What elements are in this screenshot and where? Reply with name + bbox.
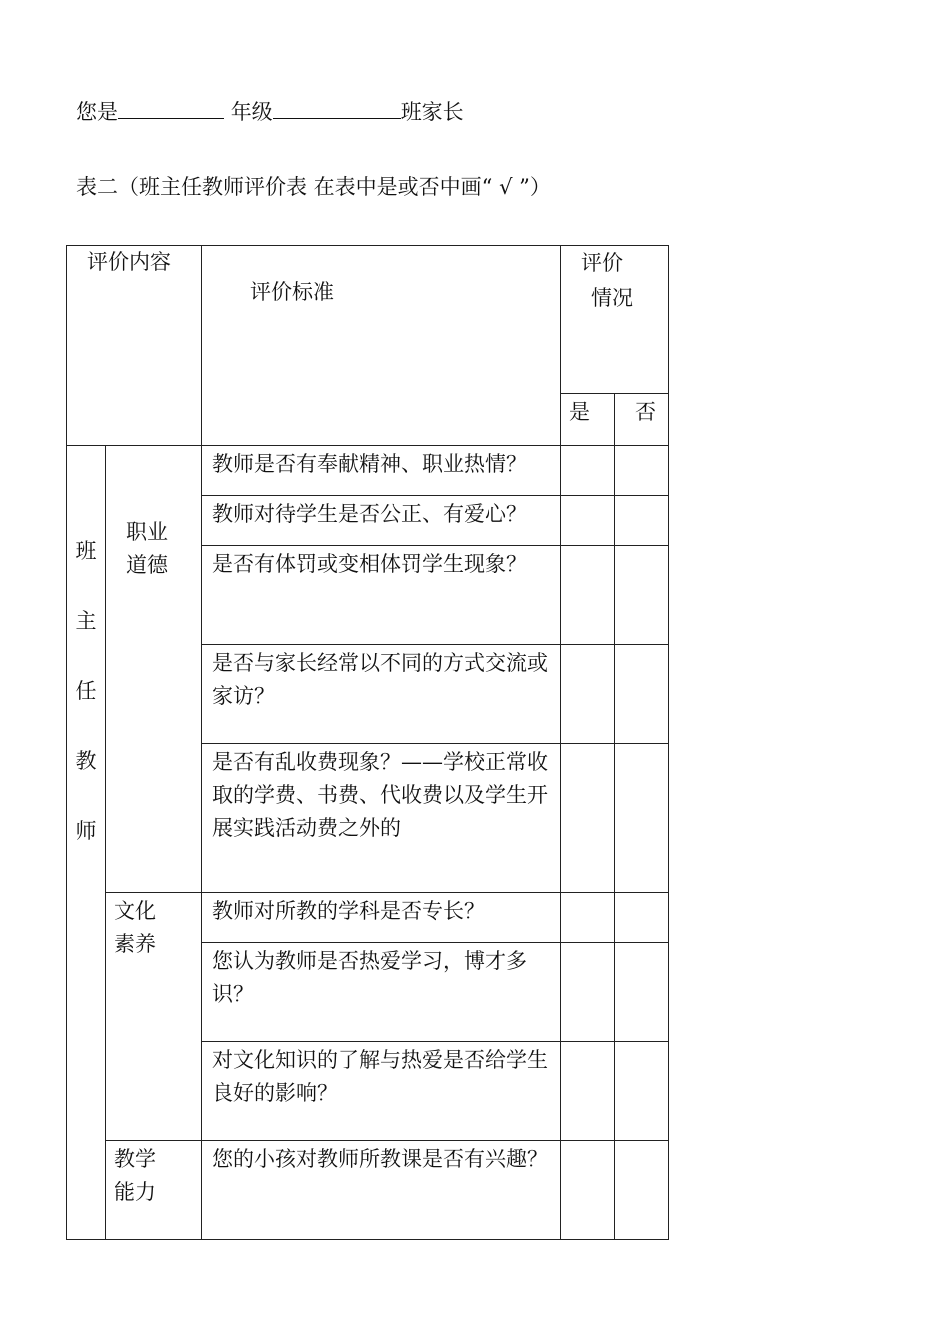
category-label: 文化 <box>114 899 156 923</box>
subject-char: 教 <box>75 749 97 773</box>
category-label: 职业 <box>126 520 168 544</box>
header-content: 评价内容 <box>67 246 202 446</box>
class-blank[interactable] <box>273 96 401 119</box>
yes-checkbox[interactable] <box>561 446 615 496</box>
no-checkbox[interactable] <box>615 943 669 1042</box>
category-ethics <box>106 446 202 893</box>
criterion-text: 您认为教师是否热爱学习，博才多识？ <box>202 943 561 1042</box>
criterion-text: 是否与家长经常以不同的方式交流或家访？ <box>202 645 561 744</box>
header-yes: 是 <box>561 394 615 446</box>
yes-checkbox[interactable] <box>561 893 615 943</box>
subject-char: 主 <box>75 609 97 633</box>
subject-cell <box>67 446 106 1240</box>
yes-checkbox[interactable] <box>561 645 615 744</box>
category-teaching <box>106 1141 202 1240</box>
no-checkbox[interactable] <box>615 1042 669 1141</box>
criterion-text: 教师对待学生是否公正、有爱心？ <box>202 496 561 546</box>
criterion-text: 对文化知识的了解与热爱是否给学生良好的影响？ <box>202 1042 561 1141</box>
no-checkbox[interactable] <box>615 893 669 943</box>
criterion-text: 是否有体罚或变相体罚学生现象？ <box>202 546 561 645</box>
class-parent-label: 班家长 <box>400 100 464 124</box>
header-result <box>561 246 669 394</box>
yes-checkbox[interactable] <box>561 1042 615 1141</box>
no-checkbox[interactable] <box>615 645 669 744</box>
you-are-label: 您是 <box>76 100 118 124</box>
parent-info-line <box>76 96 464 127</box>
header-no: 否 <box>615 394 669 446</box>
no-checkbox[interactable] <box>615 744 669 893</box>
category-label: 道德 <box>126 553 168 577</box>
no-checkbox[interactable] <box>615 546 669 645</box>
yes-checkbox[interactable] <box>561 496 615 546</box>
criterion-text: 教师是否有奉献精神、职业热情？ <box>202 446 561 496</box>
grade-blank[interactable] <box>118 96 224 119</box>
criterion-text: 教师对所教的学科是否专长？ <box>202 893 561 943</box>
subject-char: 师 <box>75 819 97 843</box>
no-checkbox[interactable] <box>615 1141 669 1240</box>
subject-char: 班 <box>75 539 97 563</box>
category-label: 素养 <box>114 932 156 956</box>
no-checkbox[interactable] <box>615 446 669 496</box>
yes-checkbox[interactable] <box>561 546 615 645</box>
header-standard: 评价标准 <box>202 246 561 446</box>
grade-label: 年级 <box>230 100 273 124</box>
yes-checkbox[interactable] <box>561 943 615 1042</box>
category-label: 教学 <box>114 1147 156 1171</box>
header-result-line2: 情况 <box>591 286 633 310</box>
header-result-line1: 评价 <box>581 251 623 275</box>
evaluation-table <box>66 245 669 1240</box>
criterion-text: 是否有乱收费现象？——学校正常收取的学费、书费、代收费以及学生开展实践活动费之外的 <box>202 744 561 893</box>
subject-char: 任 <box>75 679 97 703</box>
category-label: 能力 <box>114 1180 156 1204</box>
category-culture <box>106 893 202 1141</box>
yes-checkbox[interactable] <box>561 1141 615 1240</box>
no-checkbox[interactable] <box>615 496 669 546</box>
criterion-text: 您的小孩对教师所教课是否有兴趣？ <box>202 1141 561 1240</box>
yes-checkbox[interactable] <box>561 744 615 893</box>
table-caption: 表二（班主任教师评价表 在表中是或否中画“ √ ”） <box>76 175 551 199</box>
